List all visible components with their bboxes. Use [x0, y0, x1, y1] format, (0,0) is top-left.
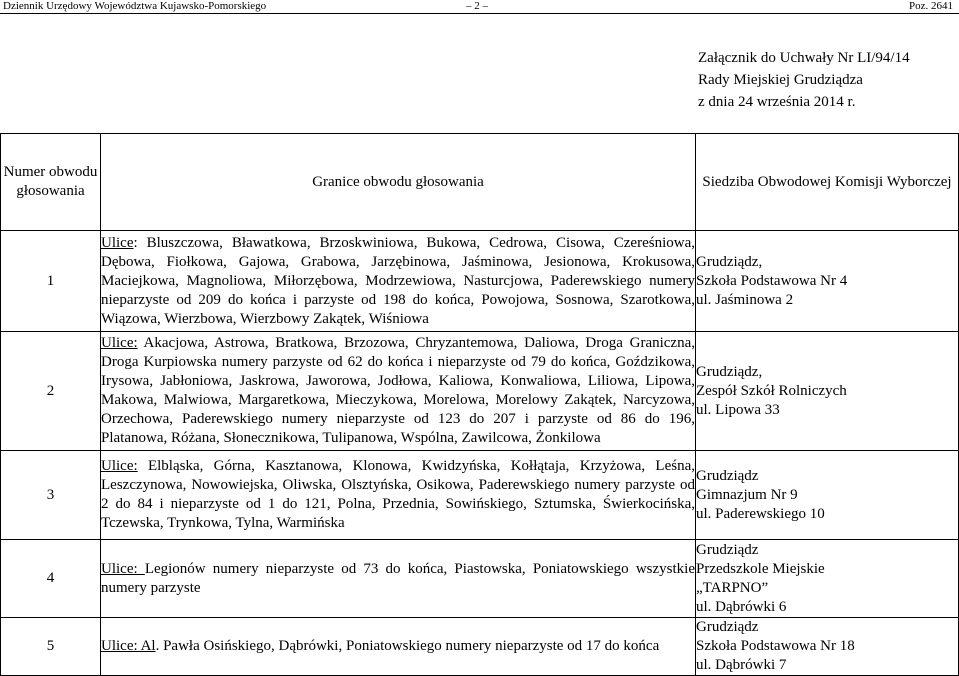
commission-seat: [696, 618, 959, 676]
seat-city: Grudziądz,: [696, 253, 763, 270]
table-row: [1, 618, 959, 676]
commission-seat: [696, 332, 959, 451]
position-number: Poz. 2641: [909, 0, 953, 12]
seat-city: Grudziądz: [696, 541, 759, 558]
district-boundaries: [101, 231, 696, 332]
district-number: 3: [1, 451, 101, 540]
district-boundaries: [101, 451, 696, 540]
district-number: 2: [1, 332, 101, 451]
commission-seat: [696, 451, 959, 540]
seat-institution: Gimnazjum Nr 9: [696, 486, 798, 503]
streets-list: Elbląska, Górna, Kasztanowa, Klonowa, Kwidzyńska, Kołłątaja, Krzyżowa, Leśna, Leszczynowa, Nowowiejska, Oliwska, Olsztyńska, Osikowa, Paderewskiego numery parzyste od 2 do 84 i nieparzyste od 1 do 121, Polna, Przednia, Sowińskiego, Sztumska, Świerkocińska, Tczewska, Trynkowa, Tylna, Warmińska: [101, 458, 695, 531]
districts-table: [0, 133, 959, 676]
streets-list: . Pawła Osińskiego, Dąbrówki, Poniatowskiego numery nieparzyste od 17 do końca: [155, 638, 660, 654]
seat-address: ul. Dąbrówki 6: [696, 598, 787, 615]
table-row: [1, 540, 959, 618]
streets-prefix: Ulice: [101, 234, 134, 251]
streets-list: : Bluszczowa, Bławatkowa, Brzoskwiniowa, Bukowa, Cedrowa, Cisowa, Czereśniowa, Dębowa, Fiołkowa, Gajowa, Grabowa, Jarzębinowa, Jaśminowa, Jesionowa, Krokusowa, Maciejkowa, Magnoliowa, Miłorzębowa, Modrzewiowa, Nasturcjowa, Paderewskiego numery nieparzyste od 209 do końca i parzyste od 198 do końca, Powojowa, Sosnowa, Szarotkowa, Wiązowa, Wierzbowa, Wierzbowy Zakątek, Wiśniowa: [101, 234, 695, 327]
seat-institution: Przedszkole Miejskie: [696, 560, 825, 577]
table-row: [1, 332, 959, 451]
district-boundaries: [101, 332, 696, 451]
commission-seat: [696, 540, 959, 618]
commission-seat: [696, 231, 959, 332]
annex-line-3: z dnia 24 września 2014 r.: [698, 94, 856, 110]
page-number: – 2 –: [466, 0, 488, 12]
annex-block: [698, 47, 910, 113]
table-header-row: [1, 134, 959, 231]
streets-prefix: Ulice:: [101, 560, 145, 577]
seat-address: ul. Jaśminowa 2: [696, 291, 794, 308]
district-boundaries: [101, 618, 696, 676]
seat-institution: Zespół Szkół Rolniczych: [696, 382, 847, 399]
page-header: [0, 0, 959, 14]
annex-line-2: Rady Miejskiej Grudziądza: [698, 72, 863, 88]
column-header-number: Numer obwodu głosowania: [1, 134, 101, 231]
seat-city: Grudziądz,: [696, 363, 763, 380]
header-divider: [0, 13, 959, 14]
table-row: [1, 231, 959, 332]
seat-address: ul. Dąbrówki 7: [696, 657, 787, 673]
district-number: 5: [1, 618, 101, 676]
seat-city: Grudziądz: [696, 619, 759, 635]
table-row: [1, 451, 959, 540]
seat-institution-name: „TARPNO”: [696, 579, 769, 596]
district-boundaries: [101, 540, 696, 618]
column-header-boundaries: Granice obwodu głosowania: [101, 134, 696, 231]
streets-list: Akacjowa, Astrowa, Bratkowa, Brzozowa, Chryzantemowa, Daliowa, Droga Graniczna, Droga Kurpiowska numery parzyste od 62 do końca i nieparzyste od 79 do końca, Goździkowa, Irysowa, Jabłoniowa, Jaskrowa, Jaworowa, Jodłowa, Kaliowa, Konwaliowa, Liliowa, Lipowa, Makowa, Malwiowa, Margaretkowa, Mieczykowa, Morelowa, Morelowy Zakątek, Narcyzowa, Orzechowa, Paderewskiego numery nieparzyste od 123 do 207 i parzyste od 86 do 196, Platanowa, Różana, Słonecznikowa, Tulipanowa, Wspólna, Zawilcowa, Żonkilowa: [101, 335, 695, 446]
seat-address: ul. Lipowa 33: [696, 401, 780, 418]
seat-institution: Szkoła Podstawowa Nr 18: [696, 638, 855, 654]
annex-line-1: Załącznik do Uchwały Nr LI/94/14: [698, 50, 910, 66]
streets-prefix: Ulice:: [101, 458, 138, 474]
streets-list: Legionów numery nieparzyste od 73 do końca, Piastowska, Poniatowskiego wszystkie numery parzyste: [101, 560, 695, 596]
seat-address: ul. Paderewskiego 10: [696, 505, 825, 522]
seat-institution: Szkoła Podstawowa Nr 4: [696, 272, 848, 289]
district-number: 4: [1, 540, 101, 618]
streets-prefix: Ulice: Al: [101, 638, 156, 654]
district-number: 1: [1, 231, 101, 332]
column-header-seat: Siedziba Obwodowej Komisji Wyborczej: [696, 134, 959, 231]
streets-prefix: Ulice:: [101, 335, 138, 351]
seat-city: Grudziądz: [696, 467, 759, 484]
journal-title: Dziennik Urzędowy Województwa Kujawsko-Pomorskiego: [3, 0, 267, 12]
